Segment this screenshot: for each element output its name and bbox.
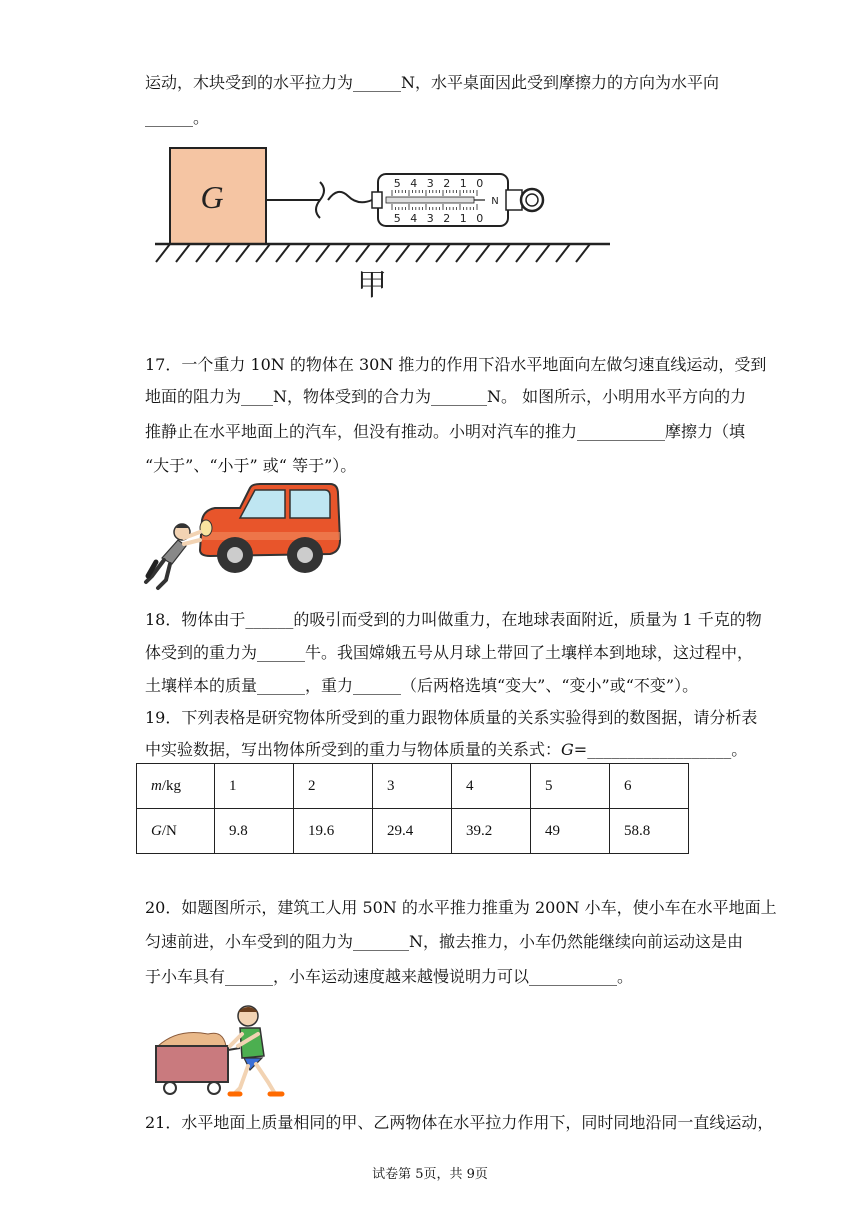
text-span: =__________________。 bbox=[573, 740, 748, 759]
question-20: 20．如题图所示，建筑工人用 50N 的水平推力推重为 200N 小车，使小车在水平地面上 bbox=[145, 898, 777, 917]
ground-hatch bbox=[156, 244, 170, 262]
ground-hatch bbox=[456, 244, 470, 262]
block-spring-scale-figure bbox=[140, 140, 620, 305]
ground-hatch bbox=[396, 244, 410, 262]
ground-hatch bbox=[576, 244, 590, 262]
ground-hatch bbox=[376, 244, 390, 262]
block-label: G bbox=[200, 179, 224, 215]
ground-hatch bbox=[176, 244, 190, 262]
cart-load bbox=[158, 1033, 226, 1047]
ground-hatch bbox=[436, 244, 450, 262]
ground-hatch bbox=[316, 244, 330, 262]
ground-hatch bbox=[556, 244, 570, 262]
table-header-weight: G/N bbox=[137, 809, 215, 854]
ground-hatch bbox=[276, 244, 290, 262]
scale-numbers-bottom: 5 4 3 2 1 0 bbox=[393, 212, 487, 225]
ground-hatch bbox=[516, 244, 530, 262]
ground-hatch bbox=[296, 244, 310, 262]
table-cell: 58.8 bbox=[610, 809, 689, 854]
table-cell: 5 bbox=[531, 764, 610, 809]
table-cell: 4 bbox=[452, 764, 531, 809]
text-line: “大于”、“小于” 或“ 等于”）。 bbox=[145, 456, 357, 475]
text-line: ______。 bbox=[145, 108, 210, 127]
scale-unit: N bbox=[491, 196, 499, 207]
formula-var: G bbox=[561, 740, 574, 759]
question-18: 18．物体由于______的吸引而受到的力叫做重力，在地球表面附近，质量为 1 千克的物 bbox=[145, 610, 762, 629]
ground-hatch bbox=[476, 244, 490, 262]
page-footer: 试卷第 5页，共 9页 bbox=[372, 1167, 488, 1182]
ground-hatch bbox=[496, 244, 510, 262]
question-19: 19．下列表格是研究物体所受到的重力跟物体质量的关系实验得到的数图据，请分析表 bbox=[145, 708, 758, 727]
figure-caption: 甲 bbox=[357, 268, 387, 303]
boy-pushing-car-figure bbox=[140, 480, 350, 595]
table-cell: 1 bbox=[215, 764, 294, 809]
text-line bbox=[145, 740, 747, 760]
ground-hatch bbox=[536, 244, 550, 262]
text-line: 运动，木块受到的水平拉力为______N，水平桌面因此受到摩擦力的方向为水平向 bbox=[145, 73, 720, 92]
question-17: 17．一个重力 10N 的物体在 30N 推力的作用下沿水平地面向左做匀速直线运动，受到 bbox=[145, 355, 767, 374]
table-cell: 39.2 bbox=[452, 809, 531, 854]
ground-hatch bbox=[236, 244, 250, 262]
table-header-mass: m/kg bbox=[137, 764, 215, 809]
table-cell: 49 bbox=[531, 809, 610, 854]
ground-hatch bbox=[256, 244, 270, 262]
text-line: 于小车具有______，小车运动速度越来越慢说明力可以___________。 bbox=[145, 967, 634, 986]
table-cell: 6 bbox=[610, 764, 689, 809]
table-row bbox=[137, 809, 689, 854]
table-cell: 3 bbox=[373, 764, 452, 809]
hook bbox=[316, 182, 372, 218]
text-line: 体受到的重力为______牛。我国嫦娥五号从月球上带回了土壤样本到地球，这过程中， bbox=[145, 643, 754, 662]
ground-hatch bbox=[196, 244, 210, 262]
ground-hatch bbox=[356, 244, 370, 262]
table-cell: 29.4 bbox=[373, 809, 452, 854]
cart-wheel-left bbox=[164, 1082, 176, 1094]
cart-wheel-right bbox=[208, 1082, 220, 1094]
cart-body bbox=[156, 1046, 228, 1082]
text-line: 土壤样本的质量______，重力______（后两格选填“变大”、“变小”或“不变”）。 bbox=[145, 676, 699, 695]
table-cell: 2 bbox=[294, 764, 373, 809]
ground-hatch bbox=[216, 244, 230, 262]
ground-hatch bbox=[416, 244, 430, 262]
table-cell: 9.8 bbox=[215, 809, 294, 854]
question-21: 21．水平地面上质量相同的甲、乙两物体在水平拉力作用下，同时同地沿同一直线运动， bbox=[145, 1113, 774, 1132]
worker-pushing-cart-figure bbox=[148, 1000, 293, 1100]
text-line: 地面的阻力为____N，物体受到的合力为_______N。 如图所示，小明用水平方向的力 bbox=[145, 387, 747, 406]
mass-weight-table bbox=[136, 763, 689, 854]
ground-hatch bbox=[336, 244, 350, 262]
table-cell: 19.6 bbox=[294, 809, 373, 854]
scale-numbers-top: 5 4 3 2 1 0 bbox=[393, 177, 487, 190]
text-line: 推静止在水平地面上的汽车，但没有推动。小明对汽车的推力___________摩擦力（填 bbox=[145, 422, 746, 441]
text-line: 匀速前进，小车受到的阻力为_______N，撤去推力，小车仍然能继续向前运动这是由 bbox=[145, 932, 744, 951]
table-row bbox=[137, 764, 689, 809]
text-span: 中实验数据，写出物体所受到的重力与物体质量的关系式： bbox=[145, 740, 562, 759]
